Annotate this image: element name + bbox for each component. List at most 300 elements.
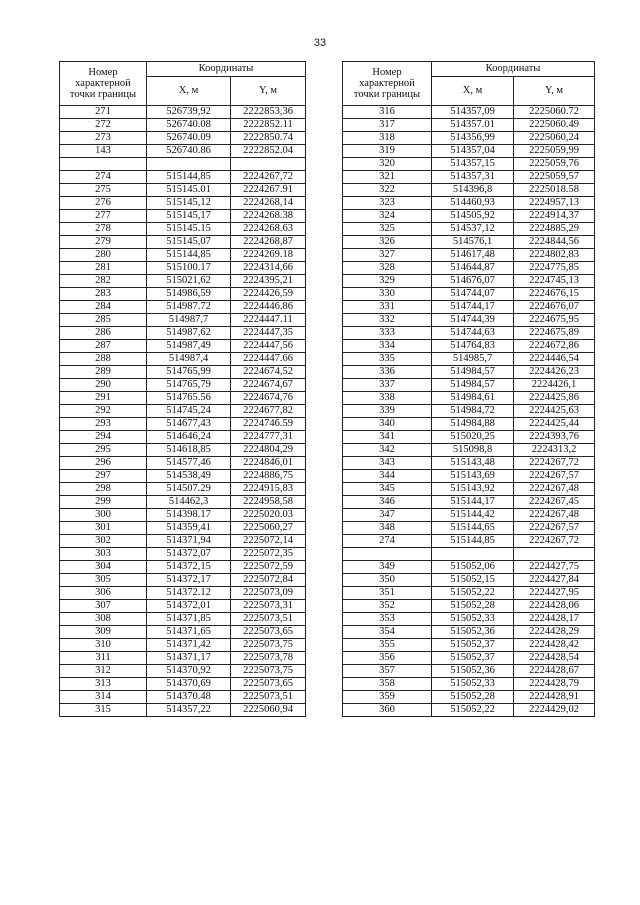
x-coordinate-cell: 526739,92 bbox=[147, 106, 231, 119]
x-coordinate-cell: 514677,43 bbox=[147, 418, 231, 431]
y-coordinate-cell: 2224447,35 bbox=[231, 327, 306, 340]
x-coordinate-cell: 515145,12 bbox=[147, 197, 231, 210]
table-body-right bbox=[343, 106, 595, 717]
point-number-header-line: Номер bbox=[88, 67, 118, 78]
point-number-cell: 275 bbox=[60, 184, 147, 197]
x-coordinate-cell: 514987.72 bbox=[147, 301, 231, 314]
point-number-cell: 349 bbox=[343, 561, 432, 574]
point-number-header-line: характерной bbox=[75, 78, 131, 89]
point-number-cell: 293 bbox=[60, 418, 147, 431]
point-number-cell: 276 bbox=[60, 197, 147, 210]
y-coordinate-cell: 2225073,65 bbox=[231, 678, 306, 691]
point-number-header-line: точки границы bbox=[353, 89, 421, 100]
point-number-cell: 292 bbox=[60, 405, 147, 418]
table-row bbox=[343, 353, 595, 366]
x-coordinate-cell: 514986,59 bbox=[147, 288, 231, 301]
point-number-cell: 345 bbox=[343, 483, 432, 496]
point-number-cell: 284 bbox=[60, 301, 147, 314]
point-number-cell: 333 bbox=[343, 327, 432, 340]
x-coordinate-cell: 515098,8 bbox=[432, 444, 514, 457]
y-coordinate-cell: 2225059,99 bbox=[514, 145, 595, 158]
point-number-cell: 316 bbox=[343, 106, 432, 119]
point-number-header-line: характерной bbox=[359, 78, 415, 89]
x-coordinate-cell: 515144,85 bbox=[147, 171, 231, 184]
x-coordinate-cell: 514396,8 bbox=[432, 184, 514, 197]
table-row bbox=[343, 262, 595, 275]
point-number-cell: 314 bbox=[60, 691, 147, 704]
x-coordinate-cell: 514576,1 bbox=[432, 236, 514, 249]
y-coordinate-cell: 2224846,01 bbox=[231, 457, 306, 470]
x-coordinate-cell: 514357,09 bbox=[432, 106, 514, 119]
point-number-cell: 280 bbox=[60, 249, 147, 262]
table-row bbox=[343, 626, 595, 639]
y-coordinate-cell: 2225072,14 bbox=[231, 535, 306, 548]
x-coordinate-cell: 514370,69 bbox=[147, 678, 231, 691]
y-coordinate-cell: 2224267,57 bbox=[514, 470, 595, 483]
table-row bbox=[60, 613, 306, 626]
y-coordinate-cell: 2224957,13 bbox=[514, 197, 595, 210]
x-coordinate-cell: 514987,62 bbox=[147, 327, 231, 340]
table-row bbox=[60, 314, 306, 327]
y-coordinate-cell: 2224672,86 bbox=[514, 340, 595, 353]
point-number-cell: 272 bbox=[60, 119, 147, 132]
y-coordinate-cell: 2224675,89 bbox=[514, 327, 595, 340]
coordinates-header: Координаты bbox=[147, 62, 306, 77]
x-coordinate-cell: 514765,99 bbox=[147, 366, 231, 379]
point-number-cell: 285 bbox=[60, 314, 147, 327]
y-coordinate-cell: 2224428,67 bbox=[514, 665, 595, 678]
x-coordinate-cell: 515144,42 bbox=[432, 509, 514, 522]
x-coordinate-cell: 515052,37 bbox=[432, 639, 514, 652]
y-coordinate-cell: 2224428,42 bbox=[514, 639, 595, 652]
point-number-cell: 307 bbox=[60, 600, 147, 613]
x-coordinate-cell: 514676,07 bbox=[432, 275, 514, 288]
table-row bbox=[60, 509, 306, 522]
point-number-header bbox=[60, 62, 147, 106]
y-coordinate-cell: 2222852.04 bbox=[231, 145, 306, 158]
y-coordinate-cell: 2224425,44 bbox=[514, 418, 595, 431]
table-row bbox=[343, 509, 595, 522]
point-number-cell: 287 bbox=[60, 340, 147, 353]
point-number-cell: 273 bbox=[60, 132, 147, 145]
y-coordinate-cell: 2224446,54 bbox=[514, 353, 595, 366]
y-coordinate-cell: 2224958,58 bbox=[231, 496, 306, 509]
x-coordinate-cell: 514617,48 bbox=[432, 249, 514, 262]
table-row bbox=[343, 535, 595, 548]
y-coordinate-cell: 2224844,56 bbox=[514, 236, 595, 249]
y-coordinate-cell: 2225073,31 bbox=[231, 600, 306, 613]
table-row bbox=[60, 392, 306, 405]
point-number-cell: 295 bbox=[60, 444, 147, 457]
point-number-cell: 351 bbox=[343, 587, 432, 600]
x-coordinate-cell: 514984,88 bbox=[432, 418, 514, 431]
y-coordinate-cell: 2222853,36 bbox=[231, 106, 306, 119]
table-row bbox=[60, 197, 306, 210]
x-coordinate-cell: 515052,22 bbox=[432, 587, 514, 600]
x-coordinate-cell: 514744,17 bbox=[432, 301, 514, 314]
point-number-cell: 274 bbox=[60, 171, 147, 184]
point-number-cell: 281 bbox=[60, 262, 147, 275]
x-coordinate-cell: 514372,17 bbox=[147, 574, 231, 587]
y-header: Y, м bbox=[514, 77, 595, 106]
y-coordinate-cell: 2224268.63 bbox=[231, 223, 306, 236]
y-coordinate-cell: 2225073,51 bbox=[231, 691, 306, 704]
x-coordinate-cell: 515145,17 bbox=[147, 210, 231, 223]
point-number-cell: 337 bbox=[343, 379, 432, 392]
point-number-cell: 288 bbox=[60, 353, 147, 366]
table-row bbox=[343, 327, 595, 340]
table-row bbox=[343, 613, 595, 626]
point-number-cell: 348 bbox=[343, 522, 432, 535]
x-coordinate-cell: 526740.86 bbox=[147, 145, 231, 158]
x-coordinate-cell: 515021,62 bbox=[147, 275, 231, 288]
point-number-cell: 327 bbox=[343, 249, 432, 262]
x-coordinate-cell: 514984,72 bbox=[432, 405, 514, 418]
y-coordinate-cell: 2224676,15 bbox=[514, 288, 595, 301]
x-coordinate-cell: 514460,93 bbox=[432, 197, 514, 210]
y-coordinate-cell: 2224677,82 bbox=[231, 405, 306, 418]
x-coordinate-cell: 515052,33 bbox=[432, 678, 514, 691]
y-coordinate-cell: 2225060,94 bbox=[231, 704, 306, 717]
x-coordinate-cell: 514357,31 bbox=[432, 171, 514, 184]
table-row bbox=[60, 639, 306, 652]
point-number-cell: 319 bbox=[343, 145, 432, 158]
coordinates-table-left bbox=[59, 61, 306, 717]
y-coordinate-cell: 2225059,57 bbox=[514, 171, 595, 184]
table-row bbox=[60, 236, 306, 249]
point-number-cell: 279 bbox=[60, 236, 147, 249]
y-coordinate-cell: 2224804,29 bbox=[231, 444, 306, 457]
y-coordinate-cell: 2224267.91 bbox=[231, 184, 306, 197]
y-coordinate-cell: 2224268.38 bbox=[231, 210, 306, 223]
table-row bbox=[60, 132, 306, 145]
table-row bbox=[343, 236, 595, 249]
point-number-cell: 335 bbox=[343, 353, 432, 366]
y-coordinate-cell: 2224426,23 bbox=[514, 366, 595, 379]
x-coordinate-cell: 514372.12 bbox=[147, 587, 231, 600]
x-coordinate-cell: 514987,4 bbox=[147, 353, 231, 366]
point-number-cell: 313 bbox=[60, 678, 147, 691]
point-number-cell: 294 bbox=[60, 431, 147, 444]
point-number-cell: 274 bbox=[343, 535, 432, 548]
table-row bbox=[60, 574, 306, 587]
y-coordinate-cell: 2224674,76 bbox=[231, 392, 306, 405]
table-row bbox=[60, 418, 306, 431]
y-coordinate-cell: 2224447.11 bbox=[231, 314, 306, 327]
x-header: X, м bbox=[432, 77, 514, 106]
x-coordinate-cell: 514507.29 bbox=[147, 483, 231, 496]
table-row bbox=[60, 665, 306, 678]
y-coordinate-cell: 2224428,17 bbox=[514, 613, 595, 626]
x-coordinate-cell: 515144,85 bbox=[147, 249, 231, 262]
y-coordinate-cell: 2224267,72 bbox=[231, 171, 306, 184]
table-row bbox=[343, 457, 595, 470]
y-header: Y, м bbox=[231, 77, 306, 106]
y-coordinate-cell: 2224267,72 bbox=[514, 535, 595, 548]
table-row bbox=[60, 431, 306, 444]
table-row bbox=[343, 210, 595, 223]
coordinates-header: Координаты bbox=[432, 62, 595, 77]
y-coordinate-cell: 2224426,1 bbox=[514, 379, 595, 392]
y-coordinate-cell: 2225073,78 bbox=[231, 652, 306, 665]
point-number-cell: 326 bbox=[343, 236, 432, 249]
point-number-cell: 283 bbox=[60, 288, 147, 301]
point-number-cell: 303 bbox=[60, 548, 147, 561]
point-number-cell: 321 bbox=[343, 171, 432, 184]
point-number-cell bbox=[343, 548, 432, 561]
x-coordinate-cell: 515145.15 bbox=[147, 223, 231, 236]
y-coordinate-cell: 2224268,87 bbox=[231, 236, 306, 249]
x-coordinate-cell: 514744,07 bbox=[432, 288, 514, 301]
table-row bbox=[60, 249, 306, 262]
table-row bbox=[60, 366, 306, 379]
table-row bbox=[343, 158, 595, 171]
x-coordinate-cell: 514985,7 bbox=[432, 353, 514, 366]
point-number-cell: 344 bbox=[343, 470, 432, 483]
point-number-cell: 342 bbox=[343, 444, 432, 457]
point-number-cell: 289 bbox=[60, 366, 147, 379]
x-coordinate-cell: 514370,92 bbox=[147, 665, 231, 678]
table-row bbox=[343, 639, 595, 652]
table-row bbox=[60, 327, 306, 340]
point-number-cell: 352 bbox=[343, 600, 432, 613]
point-number-cell: 271 bbox=[60, 106, 147, 119]
table-row bbox=[60, 691, 306, 704]
point-number-cell: 353 bbox=[343, 613, 432, 626]
table-row bbox=[343, 197, 595, 210]
x-coordinate-cell: 514371,94 bbox=[147, 535, 231, 548]
table-row bbox=[60, 600, 306, 613]
point-number-cell: 282 bbox=[60, 275, 147, 288]
x-coordinate-cell: 514984,61 bbox=[432, 392, 514, 405]
table-row bbox=[343, 483, 595, 496]
y-coordinate-cell: 2225060.72 bbox=[514, 106, 595, 119]
point-number-cell: 322 bbox=[343, 184, 432, 197]
y-coordinate-cell: 2224446.86 bbox=[231, 301, 306, 314]
table-row bbox=[343, 652, 595, 665]
table-row bbox=[60, 704, 306, 717]
table-row bbox=[343, 366, 595, 379]
point-number-cell: 143 bbox=[60, 145, 147, 158]
point-number-cell: 356 bbox=[343, 652, 432, 665]
x-coordinate-cell bbox=[432, 548, 514, 561]
y-coordinate-cell: 2224428,29 bbox=[514, 626, 595, 639]
x-coordinate-cell: 514371,17 bbox=[147, 652, 231, 665]
y-coordinate-cell bbox=[514, 548, 595, 561]
y-coordinate-cell: 2224427,84 bbox=[514, 574, 595, 587]
x-coordinate-cell: 514618,85 bbox=[147, 444, 231, 457]
y-coordinate-cell: 2224393,76 bbox=[514, 431, 595, 444]
table-row bbox=[60, 535, 306, 548]
point-number-cell: 339 bbox=[343, 405, 432, 418]
y-coordinate-cell: 2224428,79 bbox=[514, 678, 595, 691]
point-number-cell: 331 bbox=[343, 301, 432, 314]
x-coordinate-cell: 514987,7 bbox=[147, 314, 231, 327]
y-coordinate-cell: 2225020.03 bbox=[231, 509, 306, 522]
table-row bbox=[343, 522, 595, 535]
point-number-cell: 309 bbox=[60, 626, 147, 639]
point-number-cell: 277 bbox=[60, 210, 147, 223]
y-coordinate-cell: 2224802,83 bbox=[514, 249, 595, 262]
table-row bbox=[343, 691, 595, 704]
point-number-cell: 311 bbox=[60, 652, 147, 665]
table-row bbox=[343, 548, 595, 561]
x-coordinate-cell: 515052,06 bbox=[432, 561, 514, 574]
point-number-cell: 312 bbox=[60, 665, 147, 678]
point-number-cell: 328 bbox=[343, 262, 432, 275]
table-row bbox=[60, 522, 306, 535]
table-row bbox=[60, 184, 306, 197]
x-coordinate-cell: 514372,01 bbox=[147, 600, 231, 613]
y-coordinate-cell: 2225060.49 bbox=[514, 119, 595, 132]
point-number-header-line: Номер bbox=[372, 67, 402, 78]
table-row bbox=[343, 574, 595, 587]
x-coordinate-cell: 514357,15 bbox=[432, 158, 514, 171]
table-row bbox=[343, 106, 595, 119]
x-coordinate-cell: 514765.56 bbox=[147, 392, 231, 405]
x-coordinate-cell: 515052,33 bbox=[432, 613, 514, 626]
table-row bbox=[60, 353, 306, 366]
table-row bbox=[60, 444, 306, 457]
point-number-cell: 302 bbox=[60, 535, 147, 548]
table-row bbox=[60, 119, 306, 132]
point-number-cell bbox=[60, 158, 147, 171]
point-number-cell: 304 bbox=[60, 561, 147, 574]
y-coordinate-cell bbox=[231, 158, 306, 171]
table-row bbox=[60, 470, 306, 483]
x-coordinate-cell: 514357,22 bbox=[147, 704, 231, 717]
y-coordinate-cell: 2224746.59 bbox=[231, 418, 306, 431]
x-coordinate-cell: 514644,87 bbox=[432, 262, 514, 275]
x-coordinate-cell: 514356,99 bbox=[432, 132, 514, 145]
point-number-cell: 340 bbox=[343, 418, 432, 431]
y-coordinate-cell: 2225073,65 bbox=[231, 626, 306, 639]
table-row bbox=[343, 379, 595, 392]
point-number-cell: 301 bbox=[60, 522, 147, 535]
point-number-cell: 357 bbox=[343, 665, 432, 678]
y-coordinate-cell: 2224425,86 bbox=[514, 392, 595, 405]
y-coordinate-cell: 2224777,31 bbox=[231, 431, 306, 444]
point-number-cell: 315 bbox=[60, 704, 147, 717]
table-row bbox=[60, 457, 306, 470]
y-coordinate-cell: 2224674,67 bbox=[231, 379, 306, 392]
table-row bbox=[60, 275, 306, 288]
y-coordinate-cell: 2225060,24 bbox=[514, 132, 595, 145]
x-coordinate-cell: 514765,79 bbox=[147, 379, 231, 392]
table-row bbox=[343, 405, 595, 418]
x-coordinate-cell: 526740.09 bbox=[147, 132, 231, 145]
point-number-cell: 329 bbox=[343, 275, 432, 288]
point-number-cell: 298 bbox=[60, 483, 147, 496]
y-coordinate-cell: 2224745,13 bbox=[514, 275, 595, 288]
point-number-cell: 350 bbox=[343, 574, 432, 587]
table-body-left bbox=[60, 106, 306, 717]
x-coordinate-cell: 514462,3 bbox=[147, 496, 231, 509]
x-coordinate-cell: 514370.48 bbox=[147, 691, 231, 704]
point-number-cell: 306 bbox=[60, 587, 147, 600]
x-coordinate-cell: 514984,57 bbox=[432, 379, 514, 392]
table-row bbox=[343, 561, 595, 574]
point-number-cell: 341 bbox=[343, 431, 432, 444]
point-number-cell: 347 bbox=[343, 509, 432, 522]
y-coordinate-cell: 2224447.66 bbox=[231, 353, 306, 366]
table-row bbox=[60, 171, 306, 184]
x-coordinate-cell: 514744,63 bbox=[432, 327, 514, 340]
x-coordinate-cell: 514745,24 bbox=[147, 405, 231, 418]
point-number-cell: 346 bbox=[343, 496, 432, 509]
table-row bbox=[343, 704, 595, 717]
point-number-cell: 360 bbox=[343, 704, 432, 717]
x-coordinate-cell: 514537,12 bbox=[432, 223, 514, 236]
table-row bbox=[60, 587, 306, 600]
x-coordinate-cell: 515052,37 bbox=[432, 652, 514, 665]
point-number-cell: 317 bbox=[343, 119, 432, 132]
y-coordinate-cell: 2224427,75 bbox=[514, 561, 595, 574]
x-coordinate-cell: 514359,41 bbox=[147, 522, 231, 535]
table-row bbox=[343, 431, 595, 444]
x-coordinate-cell: 515143,92 bbox=[432, 483, 514, 496]
point-number-cell: 354 bbox=[343, 626, 432, 639]
x-coordinate-cell: 514398.17 bbox=[147, 509, 231, 522]
x-coordinate-cell: 515143,48 bbox=[432, 457, 514, 470]
y-coordinate-cell: 2225072,59 bbox=[231, 561, 306, 574]
point-number-cell: 305 bbox=[60, 574, 147, 587]
point-number-header bbox=[343, 62, 432, 106]
y-coordinate-cell: 2225018.58 bbox=[514, 184, 595, 197]
table-row bbox=[343, 275, 595, 288]
x-coordinate-cell: 515144,85 bbox=[432, 535, 514, 548]
point-number-cell: 286 bbox=[60, 327, 147, 340]
point-number-cell: 320 bbox=[343, 158, 432, 171]
x-coordinate-cell: 515052,22 bbox=[432, 704, 514, 717]
y-coordinate-cell: 2222852.11 bbox=[231, 119, 306, 132]
x-coordinate-cell: 514744,39 bbox=[432, 314, 514, 327]
table-header-row bbox=[343, 62, 595, 77]
coordinates-table-right bbox=[342, 61, 595, 717]
table-row bbox=[60, 626, 306, 639]
x-coordinate-cell: 514505,92 bbox=[432, 210, 514, 223]
point-number-cell: 310 bbox=[60, 639, 147, 652]
table-row bbox=[60, 496, 306, 509]
y-coordinate-cell: 2222850.74 bbox=[231, 132, 306, 145]
x-coordinate-cell: 515100.17 bbox=[147, 262, 231, 275]
table-row bbox=[60, 548, 306, 561]
point-number-cell: 323 bbox=[343, 197, 432, 210]
y-coordinate-cell: 2224674,52 bbox=[231, 366, 306, 379]
table-row bbox=[343, 249, 595, 262]
y-coordinate-cell: 2224775,85 bbox=[514, 262, 595, 275]
point-number-cell: 355 bbox=[343, 639, 432, 652]
table-row bbox=[60, 561, 306, 574]
x-coordinate-cell: 514538,49 bbox=[147, 470, 231, 483]
y-coordinate-cell: 2224428,54 bbox=[514, 652, 595, 665]
table-row bbox=[60, 340, 306, 353]
y-coordinate-cell: 2225060,27 bbox=[231, 522, 306, 535]
point-number-cell: 299 bbox=[60, 496, 147, 509]
y-coordinate-cell: 2224427,95 bbox=[514, 587, 595, 600]
y-coordinate-cell: 2225072,35 bbox=[231, 548, 306, 561]
table-row bbox=[343, 470, 595, 483]
x-coordinate-cell: 514987,49 bbox=[147, 340, 231, 353]
x-coordinate-cell: 514371,85 bbox=[147, 613, 231, 626]
point-number-cell: 278 bbox=[60, 223, 147, 236]
y-coordinate-cell: 2224267,72 bbox=[514, 457, 595, 470]
y-coordinate-cell: 2224447,56 bbox=[231, 340, 306, 353]
table-row bbox=[60, 652, 306, 665]
table-row bbox=[60, 210, 306, 223]
table-row bbox=[60, 158, 306, 171]
x-coordinate-cell: 514371,42 bbox=[147, 639, 231, 652]
